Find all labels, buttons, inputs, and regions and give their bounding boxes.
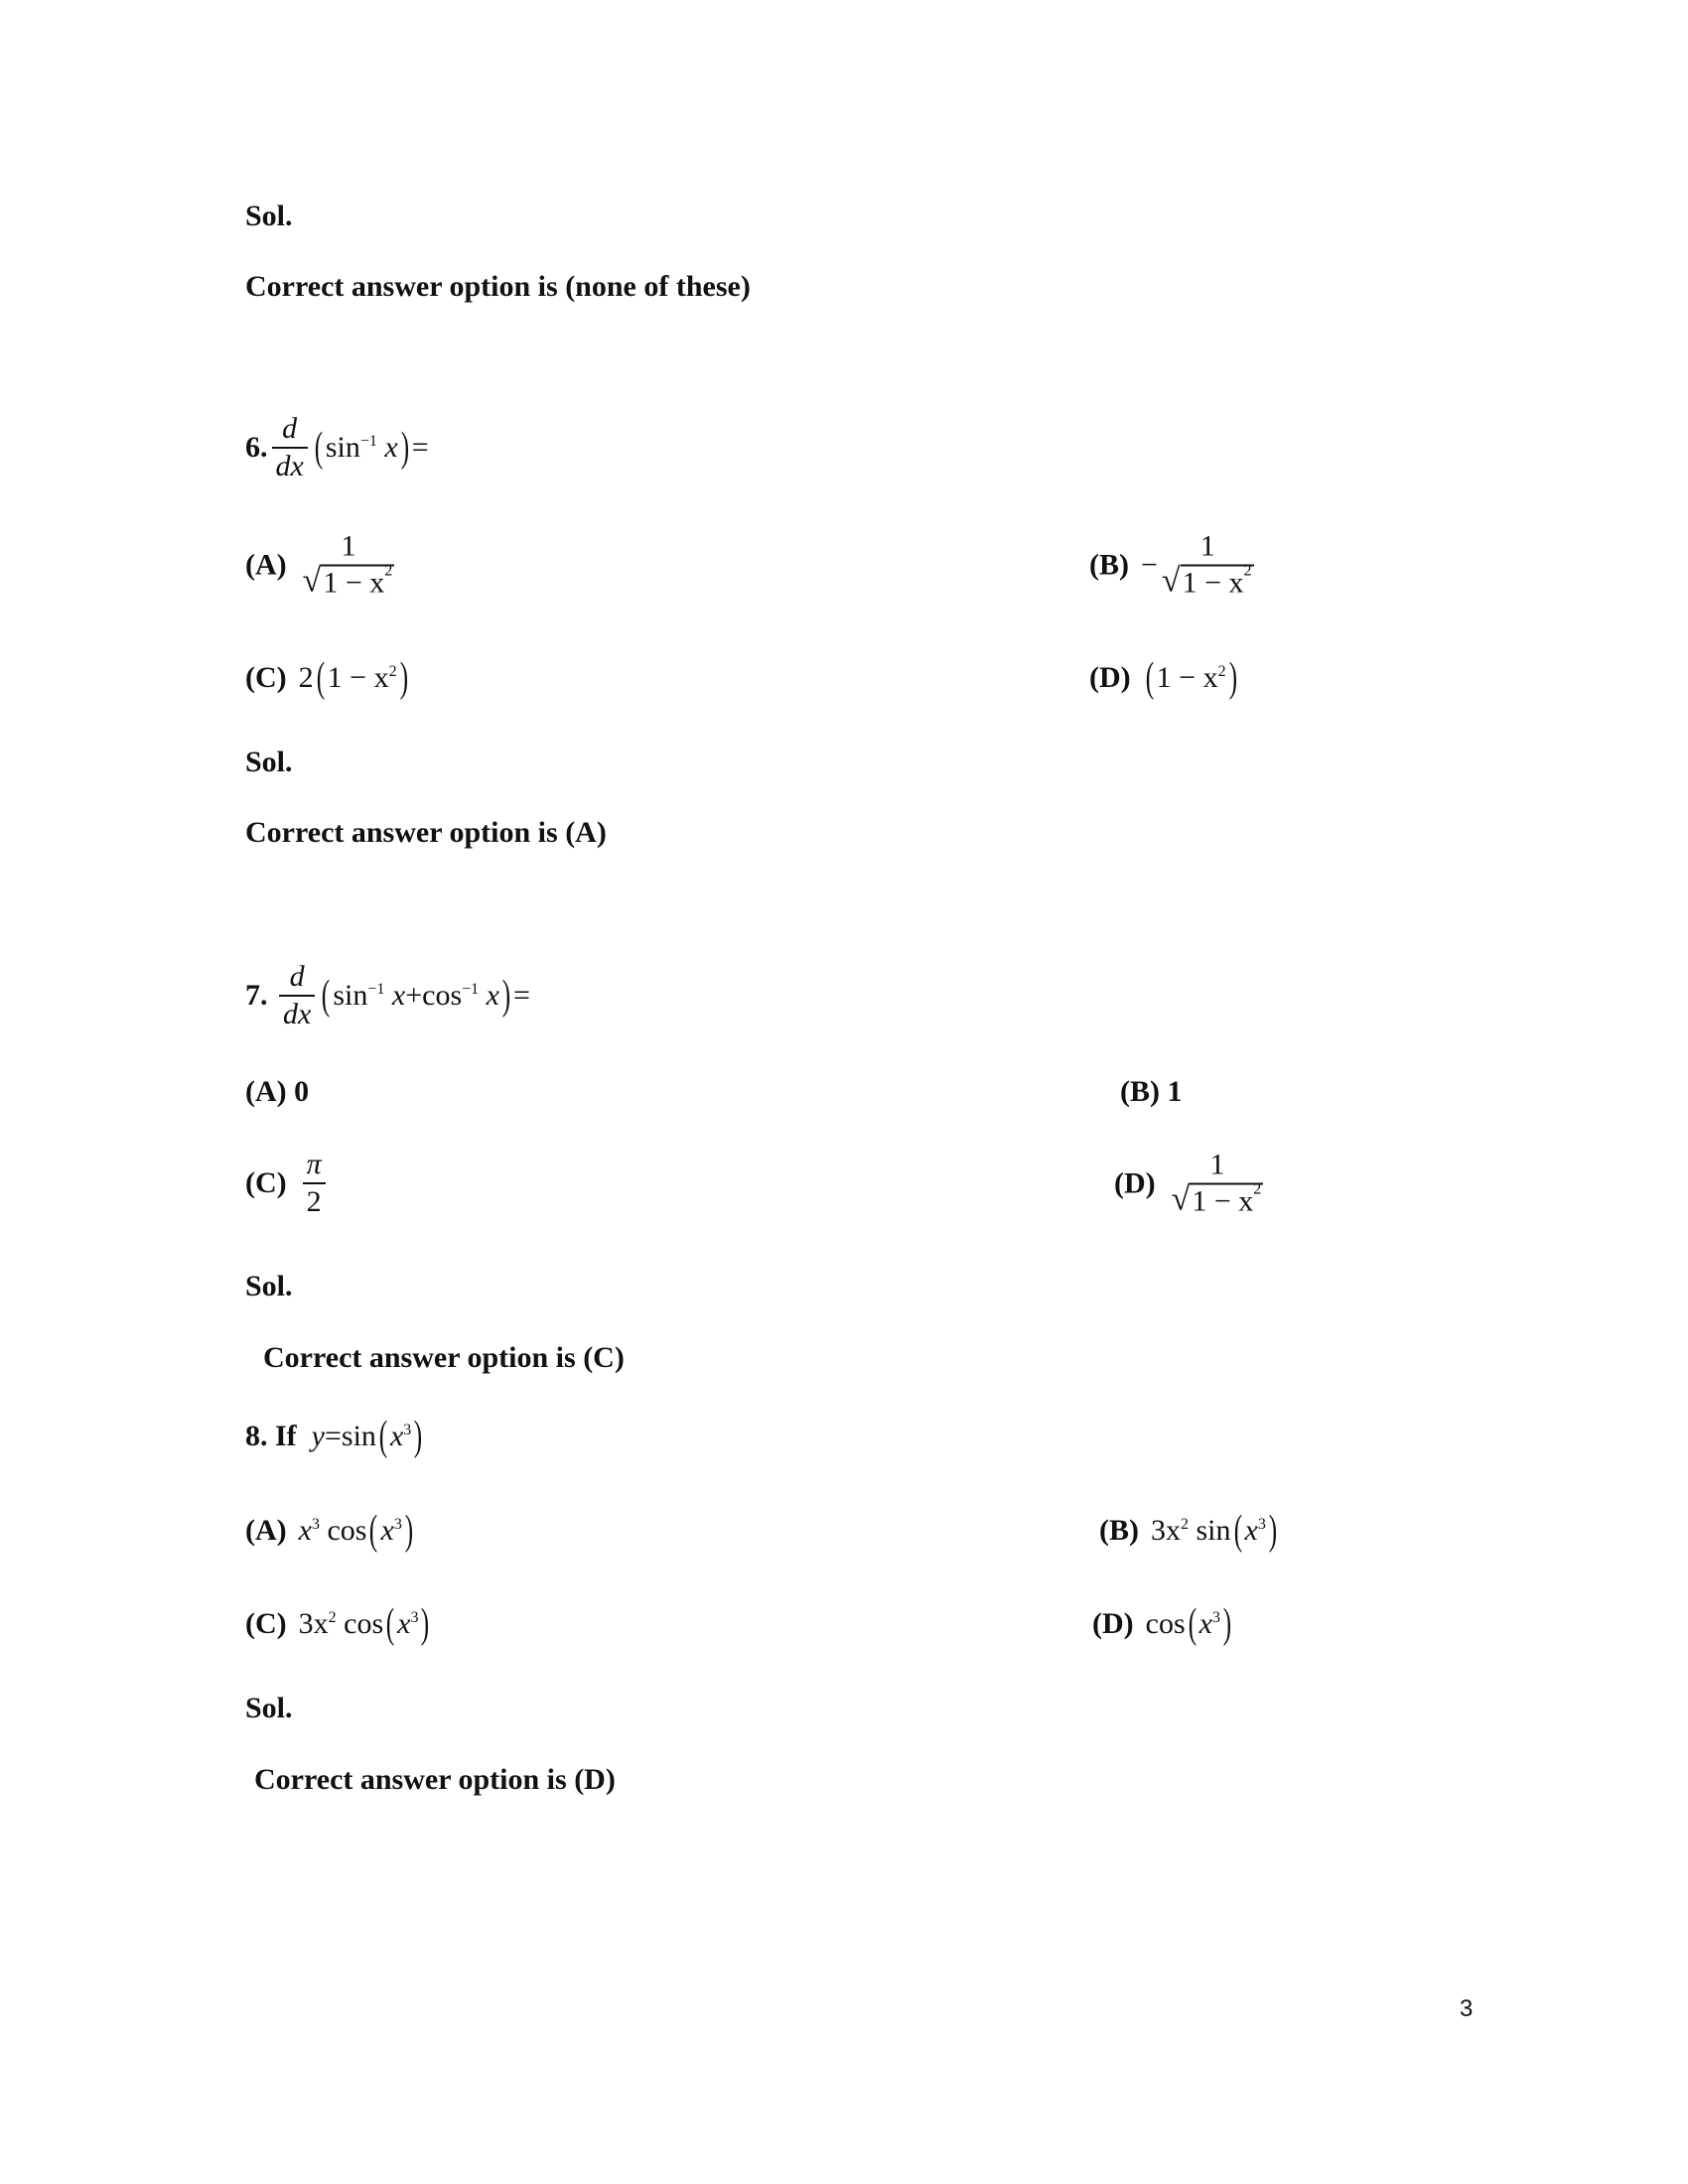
q7-option-b: (B) 1 [1120, 1075, 1183, 1108]
page-number: 3 [1460, 1995, 1474, 2022]
q6-answer: Correct answer option is (A) [245, 816, 607, 849]
q8-question: 8. If y = sin ( x 3 ) [245, 1414, 423, 1459]
derivative-operator: $\frac{d}{dx}$ [272, 414, 308, 481]
q8-option-a: (A) x 3 cos ( x 3 ) [245, 1508, 414, 1554]
q8-option-d: (D) cos ( x 3 ) [1092, 1601, 1232, 1647]
q6-option-b: (B) − 1 √ $1 - x^2$ [1089, 529, 1252, 600]
q7-option-a: (A) 0 [245, 1075, 310, 1108]
q8-option-c: (C) 3x 2 cos ( x 3 ) [245, 1601, 430, 1647]
q6-option-a: (A) 1 √ $1 - x^2$ [245, 529, 393, 600]
q8-number: 8. If [245, 1420, 297, 1452]
q7-option-d: (D) 1 √ $1 - x^2$ [1114, 1148, 1262, 1218]
q7-answer: Correct answer option is (C) [263, 1341, 625, 1374]
sol-label: Sol. [245, 746, 293, 778]
q7-question: 7. $\frac{d}{dx}$ ( sin −1 x + cos −1 x ) = [245, 960, 530, 1030]
q7-number: 7. [245, 979, 268, 1012]
derivative-operator: $\frac{d}{dx}$ [279, 962, 315, 1029]
q7-option-c: (C) $\frac{\pi}{2}$ [245, 1150, 330, 1217]
sol-label: Sol. [245, 200, 293, 232]
q6-option-c: (C) 2 ( 1 − x 2 ) [245, 655, 408, 701]
sol-label: Sol. [245, 1270, 293, 1302]
sol-label: Sol. [245, 1692, 293, 1724]
q6-question: 6. $\frac{d}{dx}$ ( sin −1 x ) = [245, 412, 429, 482]
q8-option-b: (B) 3x 2 sin ( x 3 ) [1099, 1508, 1278, 1554]
q6-number: 6. [245, 431, 268, 464]
q5-answer: Correct answer option is (none of these) [245, 270, 751, 303]
q8-answer: Correct answer option is (D) [254, 1763, 616, 1796]
q6-option-d: (D) ( 1 − x 2 ) [1089, 655, 1237, 701]
